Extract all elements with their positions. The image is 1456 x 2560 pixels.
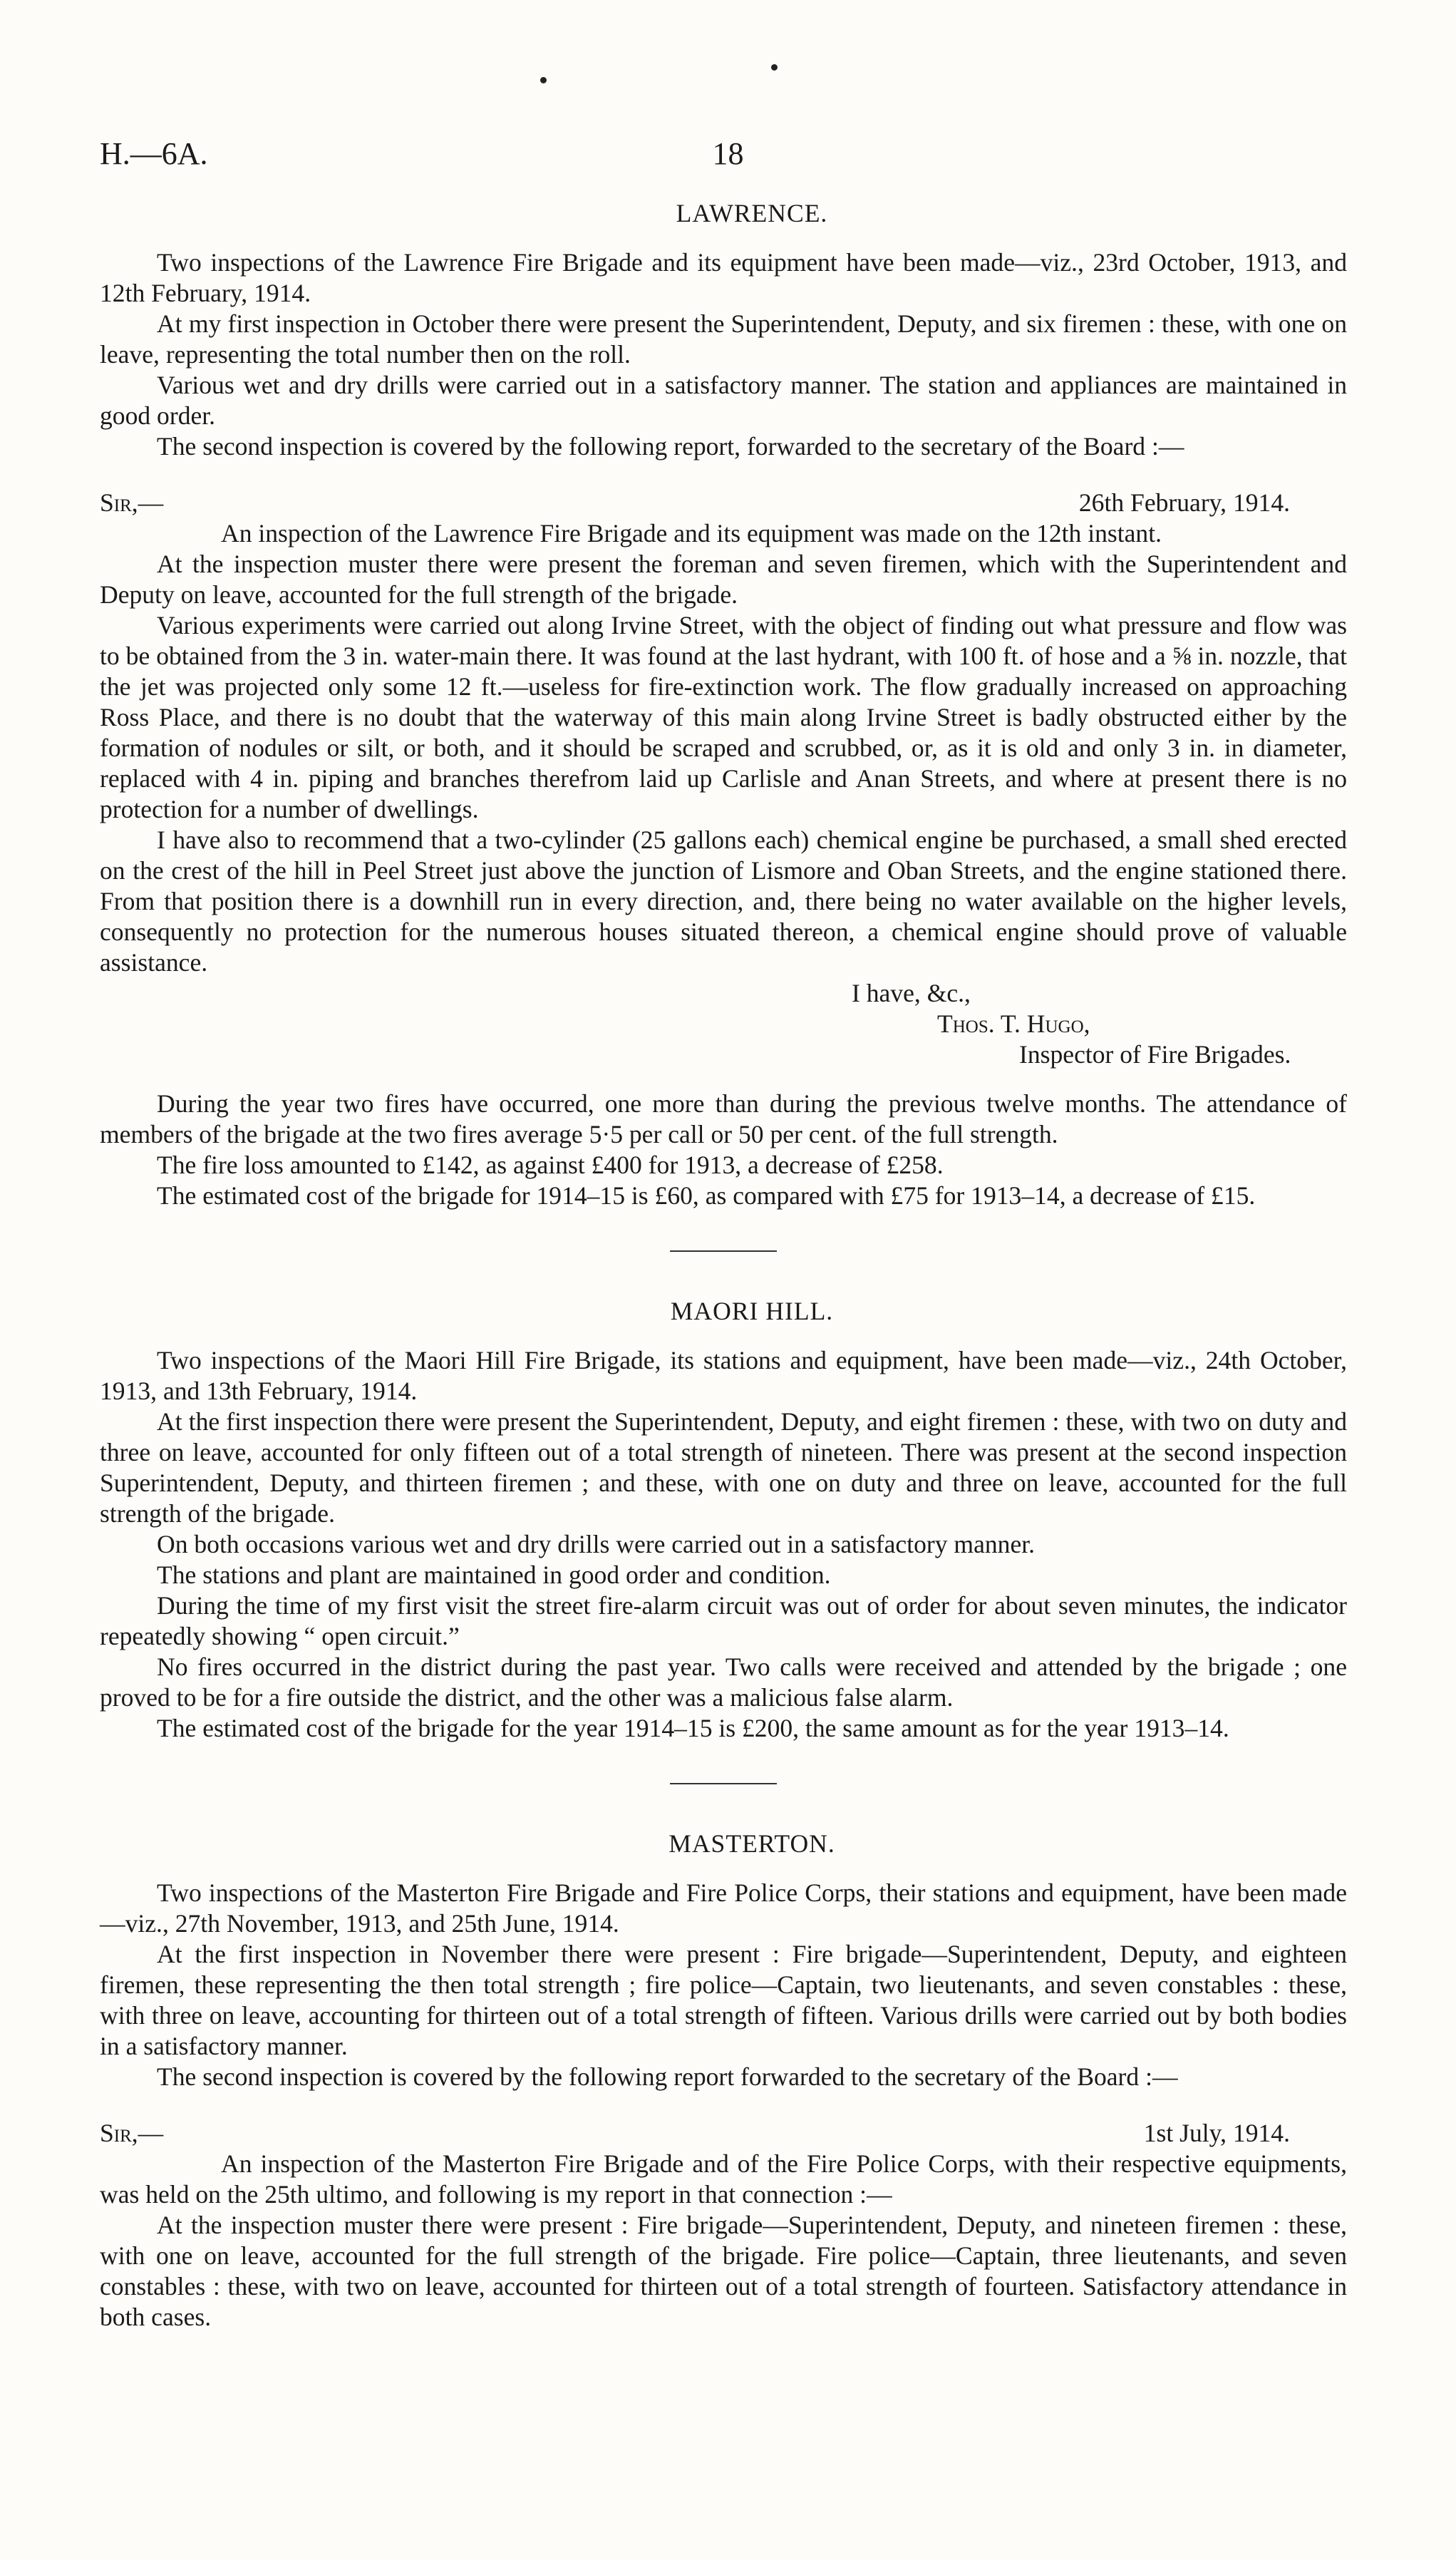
section-masterton — [100, 1829, 1347, 2333]
page-number: 18 — [712, 136, 744, 171]
signatory-name: Thos. T. Hugo, — [937, 1009, 1090, 1038]
document-reference: H.—6A. — [100, 136, 208, 171]
salutation: Sir,— — [100, 488, 164, 517]
section-heading: LAWRENCE. — [676, 199, 828, 227]
paragraph: The second inspection is covered by the following report forwarded to the secretary of the Board :— — [157, 2062, 1178, 2091]
signatory-title: Inspector of Fire Brigades. — [1019, 1040, 1291, 1069]
paragraph: At the first inspection in November there were present : Fire brigade—Superintendent, Deputy, and eighteen firemen, these representing the then total strength ; fire police—Captain, two lieutenants, and seven constables : these, with three on leave, accounting for thirteen out of a total strength of fifteen. Various drills were carried out by both bodies in a satisfactory manner. — [100, 1940, 1347, 2060]
paragraph: At my first inspection in October there were present the Superintendent, Deputy, and six firemen : these, with one on leave, representing the total number then on the roll. — [100, 309, 1347, 369]
page-body — [100, 198, 1347, 2333]
letter-paragraph: At the inspection muster there were present : Fire brigade—Superintendent, Deputy, and nineteen firemen : these, with one on leave, accounted for the full strength of the brigade. Fire police—Captain, three lieutenants, and seven constables : these, with two on leave, accounted for thirteen out of a total strength of fourteen. Satisfactory attendance in both cases. — [100, 2211, 1347, 2331]
print-mark-dot — [540, 77, 547, 83]
paragraph: During the year two fires have occurred, one more than during the previous twelve months. The attendance of members of the brigade at the two fires average 5·5 per call or 50 per cent. of the full strength. — [100, 1089, 1347, 1148]
letter-closing: I have, &c., — [852, 979, 971, 1007]
letter-date: 1st July, 1914. — [1143, 2119, 1290, 2147]
section-heading: MAORI HILL. — [670, 1297, 834, 1325]
page-header — [100, 135, 1356, 178]
section-divider — [670, 1250, 777, 1252]
paragraph: During the time of my first visit the street fire-alarm circuit was out of order for about seven minutes, the indicator repeatedly showing “ open circuit.” — [100, 1591, 1347, 1650]
letter-paragraph: An inspection of the Masterton Fire Brigade and of the Fire Police Corps, with their respective equipments, was held on the 25th ultimo, and following is my report in that connection :— — [100, 2149, 1347, 2209]
paragraph: Two inspections of the Lawrence Fire Brigade and its equipment have been made—viz., 23rd October, 1913, and 12th February, 1914. — [100, 248, 1347, 307]
paragraph: Two inspections of the Masterton Fire Brigade and Fire Police Corps, their stations and equipment, have been made—viz., 27th November, 1913, and 25th June, 1914. — [100, 1878, 1347, 1938]
section-maori-hill — [100, 1296, 1347, 1744]
paragraph: The fire loss amounted to £142, as against £400 for 1913, a decrease of £258. — [157, 1151, 944, 1179]
letter-salutation-line — [100, 488, 1347, 518]
letter-date: 26th February, 1914. — [1078, 488, 1290, 517]
paragraph: Various wet and dry drills were carried out in a satisfactory manner. The station and appliances are maintained in good order. — [100, 371, 1347, 430]
salutation: Sir,— — [100, 2119, 164, 2147]
letter-paragraph: At the inspection muster there were present the foreman and seven firemen, which with the Superintendent and Deputy on leave, accounted for the full strength of the brigade. — [100, 550, 1347, 609]
paragraph: The estimated cost of the brigade for the year 1914–15 is £200, the same amount as for the year 1913–14. — [157, 1714, 1229, 1742]
paragraph: The estimated cost of the brigade for 1914–15 is £60, as compared with £75 for 1913–14, a decrease of £15. — [157, 1181, 1256, 1210]
paragraph: The stations and plant are maintained in good order and condition. — [157, 1561, 831, 1589]
paragraph: On both occasions various wet and dry drills were carried out in a satisfactory manner. — [157, 1530, 1036, 1558]
section-divider — [670, 1783, 777, 1784]
letter-paragraph: Various experiments were carried out along Irvine Street, with the object of finding out what pressure and flow was to be obtained from the 3 in. water-main there. It was found at the last hydrant, with 100 ft. of hose and a ⅝ in. nozzle, that the jet was projected only some 12 ft.—useless for fire-extinction work. The flow gradually increased on approaching Ross Place, and there is no doubt that the waterway of this main along Irvine Street is badly obstructed either by the formation of nodules or silt, or both, and it should be scraped and scrubbed, or, as it is old and only 3 in. in diameter, replaced with 4 in. piping and branches therefrom laid up Carlisle and Anan Streets, and where at present there is no protection for a number of dwellings. — [100, 611, 1347, 823]
section-heading: MASTERTON. — [668, 1829, 835, 1858]
paragraph: Two inspections of the Maori Hill Fire Brigade, its stations and equipment, have been made—viz., 24th October, 1913, and 13th February, 1914. — [100, 1346, 1347, 1405]
paragraph: No fires occurred in the district during the past year. Two calls were received and attended by the brigade ; one proved to be for a fire outside the district, and the other was a malicious false alarm. — [100, 1652, 1347, 1712]
section-lawrence — [100, 198, 1347, 1211]
print-mark-dot — [771, 64, 778, 71]
letter-salutation-line — [100, 2118, 1347, 2149]
paragraph: The second inspection is covered by the following report, forwarded to the secretary of the Board :— — [157, 432, 1184, 461]
letter-paragraph: An inspection of the Lawrence Fire Brigade and its equipment was made on the 12th instant. — [221, 519, 1162, 548]
paragraph: At the first inspection there were present the Superintendent, Deputy, and eight firemen : these, with two on duty and three on leave, accounted for only fifteen out of a total strength of nineteen. There was present at the second inspection Superintendent, Deputy, and thirteen firemen ; and these, with one on duty and three on leave, accounted for the full strength of the brigade. — [100, 1407, 1347, 1528]
letter-paragraph: I have also to recommend that a two-cylinder (25 gallons each) chemical engine be purchased, a small shed erected on the crest of the hill in Peel Street just above the junction of Lismore and Oban Streets, and the engine stationed there. From that position there is a downhill run in every direction, and, there being no water available on the higher levels, consequently no protection for the numerous houses situated thereon, a chemical engine should prove of valuable assistance. — [100, 826, 1347, 977]
